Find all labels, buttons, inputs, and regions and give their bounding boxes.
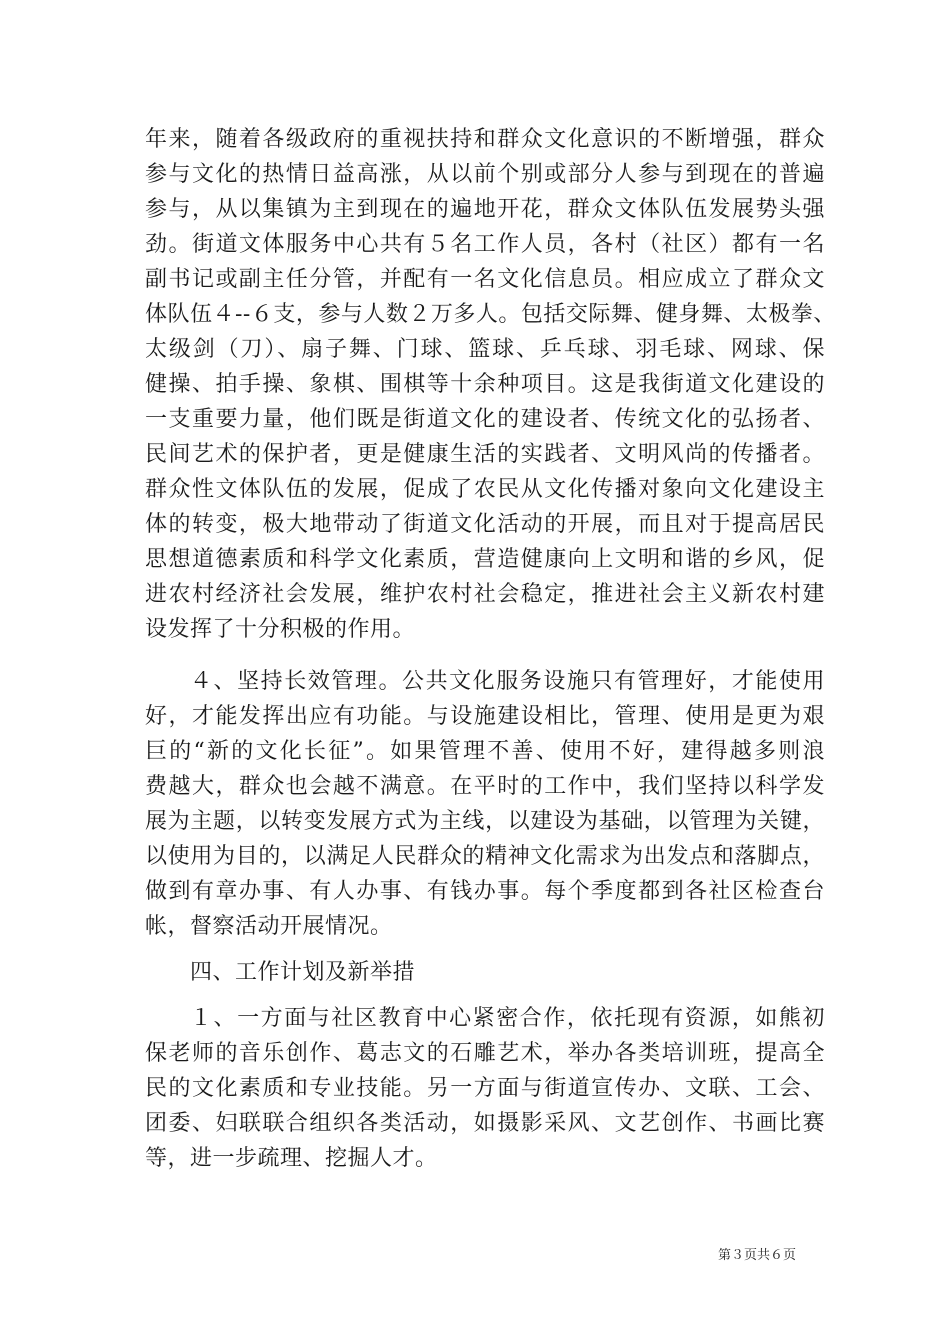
text-line: 参与，从以集镇为主到现在的遍地开花，群众文体队伍发展势头强 <box>145 197 825 222</box>
text-line: 等，进一步疏理、挖掘人才。 <box>145 1146 438 1171</box>
text-line: 体的转变，极大地带动了街道文化活动的开展，而且对于提高居民 <box>145 512 825 537</box>
text-line: 健操、拍手操、象棋、围棋等十余种项目。这是我街道文化建设的 <box>145 372 825 397</box>
text-line: 好，才能发挥出应有功能。与设施建设相比，管理、使用是更为艰 <box>145 704 825 729</box>
text-line: 团委、妇联联合组织各类活动，如摄影采风、文艺创作、书画比赛 <box>145 1111 825 1136</box>
text-line: 参与文化的热情日益高涨，从以前个别或部分人参与到现在的普遍 <box>145 162 825 187</box>
text-line: 太级剑（刀）、扇子舞、门球、篮球、乒乓球、羽毛球、网球、保 <box>145 337 825 362</box>
text-line: 一支重要力量，他们既是街道文化的建设者、传统文化的弘扬者、 <box>145 407 825 432</box>
page-number: 第３页共６页 <box>718 1248 797 1263</box>
text-line: 做到有章办事、有人办事、有钱办事。每个季度都到各社区检查台 <box>145 879 825 904</box>
paragraph-first-line: １、一方面与社区教育中心紧密合作，依托现有资源，如熊初 <box>190 1006 825 1031</box>
text-line: 劲。街道文体服务中心共有５名工作人员，各村（社区）都有一名 <box>145 232 825 257</box>
paragraph-first-line: ４、坚持长效管理。公共文化服务设施只有管理好，才能使用 <box>190 669 825 694</box>
text-line: 群众性文体队伍的发展，促成了农民从文化传播对象向文化建设主 <box>145 477 825 502</box>
text-line: 民间艺术的保护者，更是健康生活的实践者、文明风尚的传播者。 <box>145 442 825 467</box>
text-line: 巨的“新的文化长征”。如果管理不善、使用不好，建得越多则浪 <box>145 739 825 764</box>
text-line: 年来，随着各级政府的重视扶持和群众文化意识的不断增强，群众 <box>145 127 825 152</box>
text-line: 设发挥了十分积极的作用。 <box>145 617 416 642</box>
section-heading: 四、工作计划及新举措 <box>190 960 416 985</box>
text-line: 体队伍４--６支，参与人数２万多人。包括交际舞、健身舞、太极拳、 <box>145 302 836 327</box>
text-line: 以使用为目的，以满足人民群众的精神文化需求为出发点和落脚点， <box>145 844 825 869</box>
text-line: 帐，督察活动开展情况。 <box>145 914 393 939</box>
text-line: 展为主题，以转变发展方式为主线，以建设为基础，以管理为关键， <box>145 809 825 834</box>
text-line: 保老师的音乐创作、葛志文的石雕艺术，举办各类培训班，提高全 <box>145 1041 825 1066</box>
text-line: 民的文化素质和专业技能。另一方面与街道宣传办、文联、工会、 <box>145 1076 825 1101</box>
text-line: 进农村经济社会发展，维护农村社会稳定，推进社会主义新农村建 <box>145 582 825 607</box>
text-line: 费越大，群众也会越不满意。在平时的工作中，我们坚持以科学发 <box>145 774 825 799</box>
text-line: 副书记或副主任分管，并配有一名文化信息员。相应成立了群众文 <box>145 267 825 292</box>
text-line: 思想道德素质和科学文化素质，营造健康向上文明和谐的乡风，促 <box>145 547 825 572</box>
